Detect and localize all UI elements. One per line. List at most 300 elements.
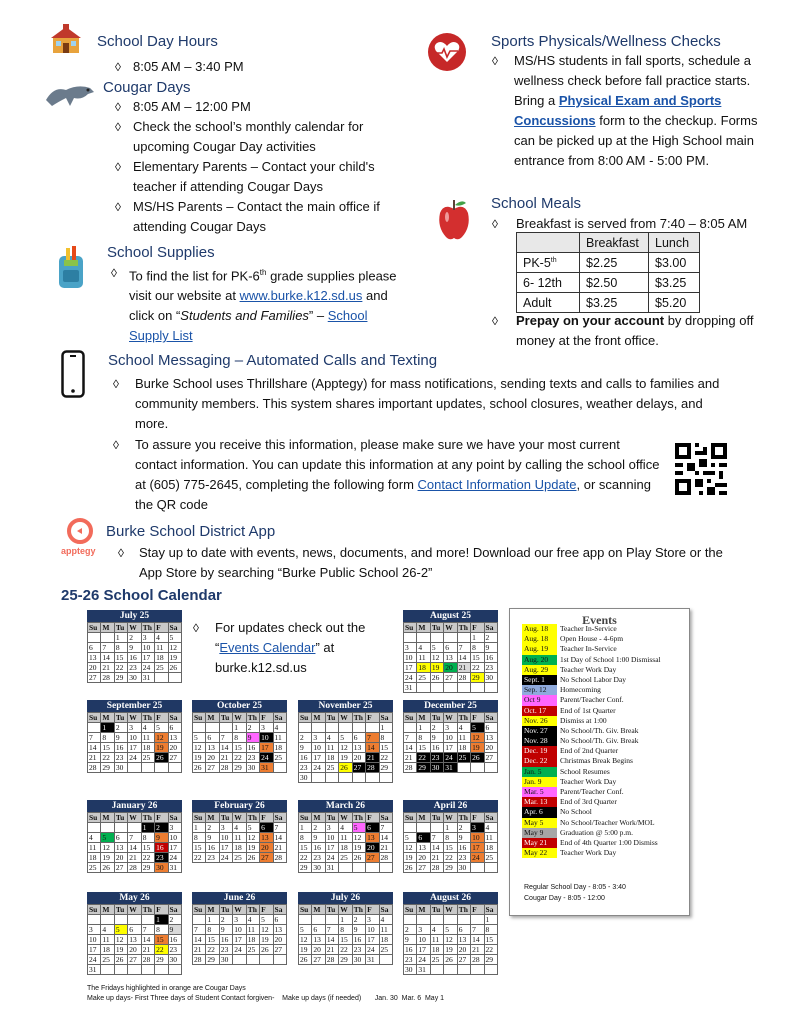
calendar-day: 16 [155,843,168,853]
events-calendar-link[interactable]: Events Calendar [219,640,316,655]
calendar-day: 1 [339,915,352,925]
calendar-day: 13 [88,653,101,663]
calendar-day: 13 [417,843,430,853]
calendar-day [168,673,181,683]
calendar-day: 25 [155,663,168,673]
event-row [522,655,661,665]
calendar-day: 20 [260,843,273,853]
calendar-day: 28 [128,863,141,873]
calendar-day [88,633,101,643]
event-date: Mar. 5 [522,787,557,797]
calendar-day: 20 [128,945,141,955]
calendar-day: 24 [444,753,457,763]
calendar-day: 30 [312,863,325,873]
event-text: End of 2nd Quarter [560,746,619,756]
calendar-day: 16 [219,935,232,945]
calendar-day: 4 [457,723,470,733]
calendar-day [366,773,379,783]
calendar-day: 29 [155,955,168,965]
calendar-day: 30 [457,863,470,873]
meal-price-table: Breakfast Lunch PK-5th $2.25 $3.00 6- 12th $2.50 $3.25 Adult $3.25 $5.20 [516,232,700,313]
calendar-day: 10 [141,643,154,653]
calendar-day: 4 [339,823,352,833]
calendar-day: 18 [101,945,114,955]
calendar-day: 3 [325,823,338,833]
calendar-day: 14 [430,843,443,853]
calendar-day [379,773,392,783]
calendar-day: 28 [88,763,101,773]
calendar-day [457,965,470,975]
backpack-icon [54,246,88,290]
calendar-day: 16 [484,653,497,663]
event-row [522,695,661,705]
calendar-day: 11 [101,935,114,945]
calendar-day: 5 [404,833,417,843]
physical-exam-link[interactable]: Physical Exam and Sports Concussions [514,93,722,128]
calendar-day: 7 [193,925,206,935]
calendar-day: 6 [444,643,457,653]
calendar-day: 17 [233,935,246,945]
calendar-day: 9 [404,935,417,945]
calendar-day: 9 [484,643,497,653]
calendar-day: 22 [484,945,497,955]
calendar-day: 30 [404,965,417,975]
calendar-day: 22 [299,853,312,863]
calendar-day: 25 [484,853,497,863]
calendar-day [299,723,312,733]
calendar-day: 22 [471,663,484,673]
calendar-day: 29 [233,763,246,773]
calendar-day: 27 [114,863,127,873]
calendar-day: 29 [339,955,352,965]
calendar-day: 13 [273,925,286,935]
event-text: Parent/Teacher Conf. [560,787,624,796]
event-date: May 21 [522,838,557,848]
calendar-day: 6 [352,733,365,743]
calendar-day: 2 [219,915,232,925]
calendar-day [219,723,232,733]
event-row [522,644,661,654]
calendar-day: 14 [101,653,114,663]
calendar-day: 11 [246,925,259,935]
cougar-days-list [115,97,395,237]
calendar-day: 8 [101,733,114,743]
calendar-day: 24 [366,945,379,955]
calendar-day: 4 [141,723,154,733]
calendar-day: 27 [484,753,497,763]
event-date: Dec. 19 [522,746,557,756]
calendar-day: 13 [444,653,457,663]
calendar-day: 20 [457,945,470,955]
calendar-day: 2 [457,823,470,833]
calendar-day: 26 [101,863,114,873]
month-calendar: February 26 Su M Tu W Th F Sa 1 2 3 4 5 6 7 8 9 10 11 12 13 14 15 16 17 18 19 20 21 22 23 24 25 26 27 28 [192,800,287,863]
calendar-day: 27 [273,945,286,955]
event-row [522,787,661,797]
calendar-day [444,915,457,925]
calendar-day: 8 [233,733,246,743]
calendar-day: 28 [404,763,417,773]
messaging-title: School Messaging – Automated Calls and Texting [108,352,438,369]
prepay-text: ◊ Prepay on your account by dropping off money at the front office. [492,313,754,348]
calendar-day: 6 [128,925,141,935]
calendar-day: 28 [193,955,206,965]
calendar-day: 20 [273,935,286,945]
calendar-day: 31 [260,763,273,773]
calendar-day: 10 [128,733,141,743]
sports-text: ◊ MS/HS students in fall sports, schedule a wellness check before fall practice starts. Bring a Physical Exam and Sports Concussions form to the checkup. Forms can be picked up at the High School main entrance from 8:00 AM - 5:00 PM. [492,53,758,168]
calendar-day: 1 [193,823,206,833]
calendar-day: 12 [101,843,114,853]
table-row: Adult $3.25 $5.20 [517,293,700,313]
event-date: Nov. 27 [522,726,557,736]
calendar-day [417,633,430,643]
calendar-day [193,723,206,733]
calendar-day: 3 [444,723,457,733]
calendar-day [141,965,154,975]
event-row [522,848,661,858]
event-row [522,756,661,766]
calendar-day: 2 [352,915,365,925]
event-date: Aug. 18 [522,624,557,634]
calendar-day: 15 [233,743,246,753]
event-text: 1st Day of School 1:00 Dismissal [560,654,661,664]
month-title: June 26 [192,892,287,904]
calendar-day: 1 [141,823,154,833]
calendar-day: 1 [444,823,457,833]
month-title: April 26 [403,800,498,812]
calendar-day: 2 [312,823,325,833]
calendar-day: 8 [444,833,457,843]
event-text: Parent/Teacher Conf. [560,695,624,705]
app-text: ◊ Stay up to date with events, news, documents, and more! Download our free app on Play Store or the App Store by searching “Burke Public School 26-2” [118,545,723,580]
calendar-day [193,915,206,925]
event-row [522,675,661,685]
calendar-day: 3 [312,733,325,743]
calendar-day: 1 [417,723,430,733]
calendar-day: 23 [155,853,168,863]
calendar-day: 17 [444,743,457,753]
calendar-day: 25 [339,853,352,863]
calendar-day: 9 [155,833,168,843]
school-supplies-text: ◊ To find the list for PK-6th grade supplies please visit our website at www.burke.k12.sd.us and click on “Students and Families” – School Supply List [111,266,397,344]
calendar-day: 8 [471,643,484,653]
calendar-day: 18 [233,843,246,853]
calendar-day: 22 [155,945,168,955]
calendar-day: 15 [141,843,154,853]
calendar-day [114,915,127,925]
event-date: Oct. 17 [522,706,557,716]
calendar-day: 20 [366,843,379,853]
contact-info-link[interactable]: Contact Information Update [417,477,577,492]
breakfast-hours: ◊ Breakfast is served from 7:40 – 8:05 AM [492,216,748,231]
event-date: May 5 [522,818,557,828]
calendar-day [366,863,379,873]
event-row [522,797,661,807]
calendar-day [484,863,497,873]
calendar-day: 31 [444,763,457,773]
calendar-day: 1 [299,823,312,833]
calendar-day: 7 [141,925,154,935]
event-row [522,624,661,634]
calendar-day [325,773,338,783]
calendar-day: 9 [246,733,259,743]
calendar-day: 30 [246,763,259,773]
calendar-day: 22 [193,853,206,863]
calendar-day [471,763,484,773]
calendar-day: 21 [273,843,286,853]
calendar-day: 28 [430,863,443,873]
calendar-day: 10 [404,653,417,663]
calendar-day: 27 [206,763,219,773]
calendar-day: 11 [155,643,168,653]
event-row [522,838,661,848]
calendar-day: 17 [219,843,232,853]
calendar-day: 19 [155,743,168,753]
calendar-day: 7 [471,925,484,935]
calendar-day: 2 [484,633,497,643]
event-text: Teacher In-Service [560,644,617,654]
calendar-day: 23 [484,663,497,673]
calendar-day: 25 [457,753,470,763]
event-text: Teacher Work Day [560,776,617,786]
calendar-day: 14 [193,935,206,945]
event-date: May 9 [522,828,557,838]
calendar-day: 31 [88,965,101,975]
event-date: Aug. 29 [522,665,557,675]
calendar-day: 23 [430,753,443,763]
event-date: Apr. 6 [522,807,557,817]
calendar-day [379,955,392,965]
month-title: July 25 [87,610,182,622]
calendar-day: 18 [246,935,259,945]
calendar-day: 8 [339,925,352,935]
calendar-day: 17 [88,945,101,955]
calendar-day: 10 [444,733,457,743]
calendar-day: 25 [430,955,443,965]
calendar-day: 17 [260,743,273,753]
calendar-day [417,683,430,693]
calendar-day: 11 [484,833,497,843]
event-row [522,818,661,828]
calendar-day: 5 [114,925,127,935]
calendar-day [484,763,497,773]
calendar-day: 17 [404,663,417,673]
calendar-day: 22 [206,945,219,955]
event-date: May 22 [522,848,557,858]
calendar-day [352,863,365,873]
calendar-day: 30 [128,673,141,683]
calendar-day: 11 [325,743,338,753]
calendar-day: 5 [471,723,484,733]
calendar-day: 23 [219,945,232,955]
calendar-day: 11 [88,843,101,853]
calendar-day: 8 [417,733,430,743]
calendar-day: 12 [155,733,168,743]
sports-title: Sports Physicals/Wellness Checks [491,33,721,50]
calendar-day: 12 [114,935,127,945]
event-date: Mar. 13 [522,797,557,807]
calendar-day: 22 [233,753,246,763]
calendar-day: 30 [430,763,443,773]
calendar-day: 25 [141,753,154,763]
calendar-day [339,723,352,733]
calendar-day: 29 [206,955,219,965]
calendar-day: 12 [430,653,443,663]
messaging-p1: ◊ Burke School uses Thrillshare (Apptegy) for mass notifications, sending texts and calls to families and community members. This system shares important updates, school closures, weather delays, and more. [113,376,720,431]
calendar-day: 14 [88,743,101,753]
calendar-day: 25 [379,945,392,955]
calendar-day: 15 [471,653,484,663]
website-link[interactable]: www.burke.k12.sd.us [239,288,363,304]
calendar-day: 24 [128,753,141,763]
qr-code-icon[interactable] [675,443,727,495]
calendar-day [471,915,484,925]
calendar-day: 20 [484,743,497,753]
calendar-day [471,683,484,693]
table-row: PK-5th $2.25 $3.00 [517,253,700,273]
calendar-day: 27 [168,753,181,763]
calendar-day: 3 [141,633,154,643]
calendar-day: 26 [155,753,168,763]
calendar-day: 6 [366,823,379,833]
calendar-day: 19 [193,753,206,763]
calendar-day: 31 [325,863,338,873]
calendar-day [88,823,101,833]
calendar-day: 27 [444,673,457,683]
event-text: Open House - 4-6pm [560,634,624,644]
calendar-day: 14 [366,743,379,753]
calendar-day: 20 [168,743,181,753]
list-item: ◊ MS/HS Parents – Contact the main office if attending Cougar Days [115,199,380,234]
calendar-day: 21 [404,753,417,763]
calendar-day: 18 [141,743,154,753]
calendar-day [417,915,430,925]
table-row: 6- 12th $2.50 $3.25 [517,273,700,293]
calendar-day: 9 [219,925,232,935]
calendar-day: 19 [101,853,114,863]
heart-pulse-icon [427,32,467,72]
calendar-day: 13 [114,843,127,853]
event-text: Teacher Work Day [560,848,617,858]
calendar-day: 25 [233,853,246,863]
calendar-day [128,823,141,833]
event-text: End of 4th Quarter 1:00 Dismiss [560,837,658,847]
calendar-day: 3 [471,823,484,833]
calendar-day: 5 [299,925,312,935]
calendar-day: 10 [168,833,181,843]
calendar-day: 3 [233,915,246,925]
calendar-day [404,723,417,733]
calendar-day: 29 [417,763,430,773]
calendar-day: 2 [155,823,168,833]
calendar-day: 12 [260,925,273,935]
calendar-day: 17 [141,653,154,663]
calendar-day: 15 [114,653,127,663]
month-title: February 26 [192,800,287,812]
event-text: Christmas Break Begins [560,756,633,766]
calendar-day [168,763,181,773]
calendar-day: 18 [484,843,497,853]
calendar-day: 16 [206,843,219,853]
calendar-day: 30 [299,773,312,783]
calendar-day: 28 [457,673,470,683]
calendar-day: 19 [404,853,417,863]
calendar-day: 20 [88,663,101,673]
school-day-title: School Day Hours [97,33,218,50]
calendar-day: 5 [155,723,168,733]
month-calendar: July 26 Su M Tu W Th F Sa 1 2 3 4 5 6 7 8 9 10 11 12 13 14 15 16 17 18 19 20 21 22 23 24 25 26 27 28 29 30 31 [298,892,393,965]
calendar-day: 5 [168,633,181,643]
month-title: March 26 [298,800,393,812]
event-text: End of 1st Quarter [560,705,616,715]
calendar-day: 30 [484,673,497,683]
calendar-day: 28 [273,853,286,863]
calendar-day: 9 [312,833,325,843]
calendar-day: 14 [325,935,338,945]
calendar-day [457,915,470,925]
calendar-day: 7 [366,733,379,743]
supply-list-link[interactable]: School Supply List [129,308,368,344]
calendar-day [366,723,379,733]
calendar-day: 16 [404,945,417,955]
calendar-day: 29 [471,673,484,683]
calendar-day [430,683,443,693]
event-text: No School/Th. Giv. Break [560,725,639,735]
calendar-day: 1 [484,915,497,925]
calendar-day [484,965,497,975]
calendar-day [430,633,443,643]
calendar-day: 15 [155,935,168,945]
event-row [522,716,661,726]
calendar-day [88,915,101,925]
calendar-day: 25 [88,863,101,873]
calendar-day: 17 [312,753,325,763]
apple-icon [436,197,472,241]
calendar-day: 19 [260,935,273,945]
calendar-day: 18 [155,653,168,663]
calendar-day: 27 [366,853,379,863]
event-row [522,777,661,787]
calendar-day: 29 [101,763,114,773]
calendar-day [312,773,325,783]
calendar-day: 5 [246,823,259,833]
event-date: Sep. 12 [522,685,557,695]
calendar-day: 3 [219,823,232,833]
calendar-day: 28 [379,853,392,863]
calendar-day [312,915,325,925]
calendar-day [325,723,338,733]
cougar-days-title: Cougar Days [103,79,191,96]
event-row [522,807,661,817]
calendar-day: 9 [430,733,443,743]
calendar-day: 4 [379,915,392,925]
calendar-day [101,965,114,975]
month-title: January 26 [87,800,182,812]
calendar-day: 29 [484,955,497,965]
calendar-day: 3 [128,723,141,733]
calendar-day: 9 [206,833,219,843]
calendar-day: 24 [88,955,101,965]
calendar-day: 10 [325,833,338,843]
calendar-day: 21 [193,945,206,955]
calendar-day: 6 [88,643,101,653]
calendar-day [430,915,443,925]
event-date: Dec. 22 [522,756,557,766]
month-calendar: June 26 Su M Tu W Th F Sa 1 2 3 4 5 6 7 8 9 10 11 12 13 14 15 16 17 18 19 20 21 22 23 24 25 26 27 28 29 30 [192,892,287,965]
calendar-day: 3 [366,915,379,925]
calendar-day: 25 [246,945,259,955]
